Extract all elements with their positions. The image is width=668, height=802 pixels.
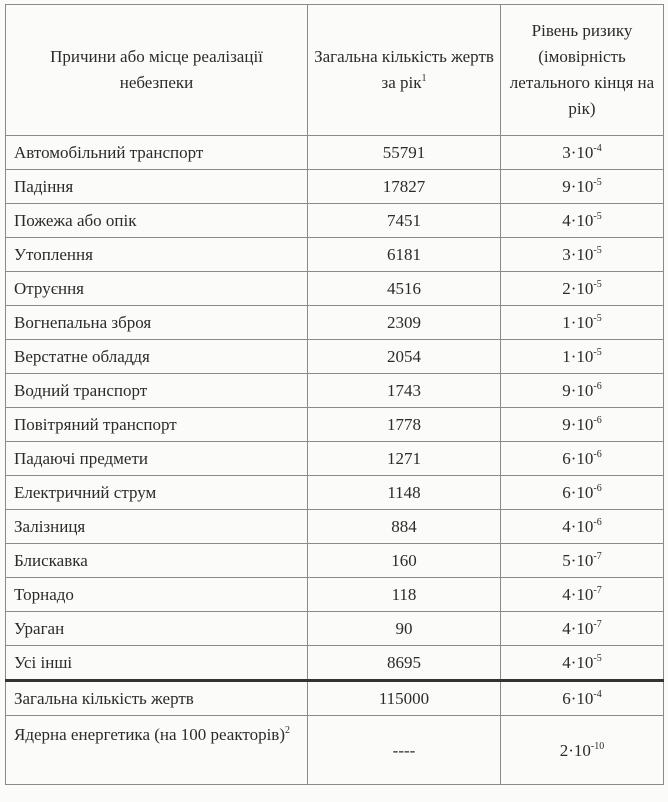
footnote-marker-2: 2 xyxy=(285,725,290,736)
table-header-row xyxy=(6,5,664,136)
total-row xyxy=(6,681,664,716)
cause-cell: Падіння xyxy=(6,170,308,204)
victims-cell: 8695 xyxy=(308,646,501,681)
table-row xyxy=(6,374,664,408)
table-row xyxy=(6,306,664,340)
cause-cell: Падаючі предмети xyxy=(6,442,308,476)
cause-cell: Блискавка xyxy=(6,544,308,578)
nuclear-label: Ядерна енергетика (на 100 реакторів)$^2$ xyxy=(6,716,308,785)
header-cause: Причини або місце реалізації небезпеки xyxy=(6,5,308,136)
victims-cell: 2054 xyxy=(308,340,501,374)
cause-cell: Пожежа або опік xyxy=(6,204,308,238)
victims-cell: 4516 xyxy=(308,272,501,306)
cause-cell: Ураган xyxy=(6,612,308,646)
cause-cell: Вогнепальна зброя xyxy=(6,306,308,340)
risk-level: $3\cdot 10^{-4}$ xyxy=(501,136,664,170)
cause-cell: Утоплення xyxy=(6,238,308,272)
cause-cell: Торнадо xyxy=(6,578,308,612)
victims-cell: 118 xyxy=(308,578,501,612)
risk-level: $1\cdot 10^{-5}$ xyxy=(501,306,664,340)
total-victims: 115000 xyxy=(308,681,501,716)
footnote-marker-1: 1 xyxy=(421,73,427,84)
nuclear-victims: ---- xyxy=(308,716,501,785)
risk-level: $4\cdot 10^{-7}$ xyxy=(501,612,664,646)
victims-cell: 2309 xyxy=(308,306,501,340)
victims-cell: 7451 xyxy=(308,204,501,238)
risk-level: $4\cdot 10^{-6}$ xyxy=(501,510,664,544)
risk-level: $6\cdot 10^{-6}$ xyxy=(501,442,664,476)
victims-cell: 6181 xyxy=(308,238,501,272)
risk-level: $2\cdot 10^{-10}$ xyxy=(501,716,664,785)
risk-level: $5\cdot 10^{-7}$ xyxy=(501,544,664,578)
victims-cell: 1271 xyxy=(308,442,501,476)
victims-cell: 1743 xyxy=(308,374,501,408)
victims-cell: 160 xyxy=(308,544,501,578)
table-row xyxy=(6,442,664,476)
table-row xyxy=(6,612,664,646)
risk-level: $4\cdot 10^{-7}$ xyxy=(501,578,664,612)
risk-level: $9\cdot 10^{-6}$ xyxy=(501,408,664,442)
risk-level: $9\cdot 10^{-5}$ xyxy=(501,170,664,204)
cause-cell: Водний транспорт xyxy=(6,374,308,408)
table-row xyxy=(6,204,664,238)
cause-cell: Електричний струм xyxy=(6,476,308,510)
table-row xyxy=(6,136,664,170)
risk-level: $9\cdot 10^{-6}$ xyxy=(501,374,664,408)
risk-level: $6\cdot 10^{-4}$ xyxy=(501,681,664,716)
nuclear-row xyxy=(6,716,664,785)
cause-cell: Автомобільний транспорт xyxy=(6,136,308,170)
victims-cell: 1778 xyxy=(308,408,501,442)
victims-cell: 90 xyxy=(308,612,501,646)
cause-cell: Отруєння xyxy=(6,272,308,306)
victims-cell: 17827 xyxy=(308,170,501,204)
cause-cell: Усі інші xyxy=(6,646,308,681)
risk-level: $2\cdot 10^{-5}$ xyxy=(501,272,664,306)
table-row xyxy=(6,272,664,306)
victims-cell: 884 xyxy=(308,510,501,544)
table-row xyxy=(6,170,664,204)
risk-level: $6\cdot 10^{-6}$ xyxy=(501,476,664,510)
table-row xyxy=(6,476,664,510)
table-row xyxy=(6,510,664,544)
table-row xyxy=(6,340,664,374)
risk-level: $3\cdot 10^{-5}$ xyxy=(501,238,664,272)
header-risk: Рівень ризику (імовірність летального кінця на рік) xyxy=(501,5,664,136)
risk-level: $4\cdot 10^{-5}$ xyxy=(501,204,664,238)
table-row xyxy=(6,238,664,272)
risk-table xyxy=(5,4,664,785)
cause-cell: Залізниця xyxy=(6,510,308,544)
risk-level: $4\cdot 10^{-5}$ xyxy=(501,646,664,681)
table-row xyxy=(6,578,664,612)
header-victims: Загальна кількість жертв за рік$^1$ xyxy=(308,5,501,136)
cause-cell: Повітряний транспорт xyxy=(6,408,308,442)
cause-cell: Верстатне обладдя xyxy=(6,340,308,374)
victims-cell: 55791 xyxy=(308,136,501,170)
table-body xyxy=(6,136,664,785)
table-row xyxy=(6,544,664,578)
table-row xyxy=(6,408,664,442)
victims-cell: 1148 xyxy=(308,476,501,510)
table-row xyxy=(6,646,664,681)
total-label: Загальна кількість жертв xyxy=(6,681,308,716)
risk-level: $1\cdot 10^{-5}$ xyxy=(501,340,664,374)
